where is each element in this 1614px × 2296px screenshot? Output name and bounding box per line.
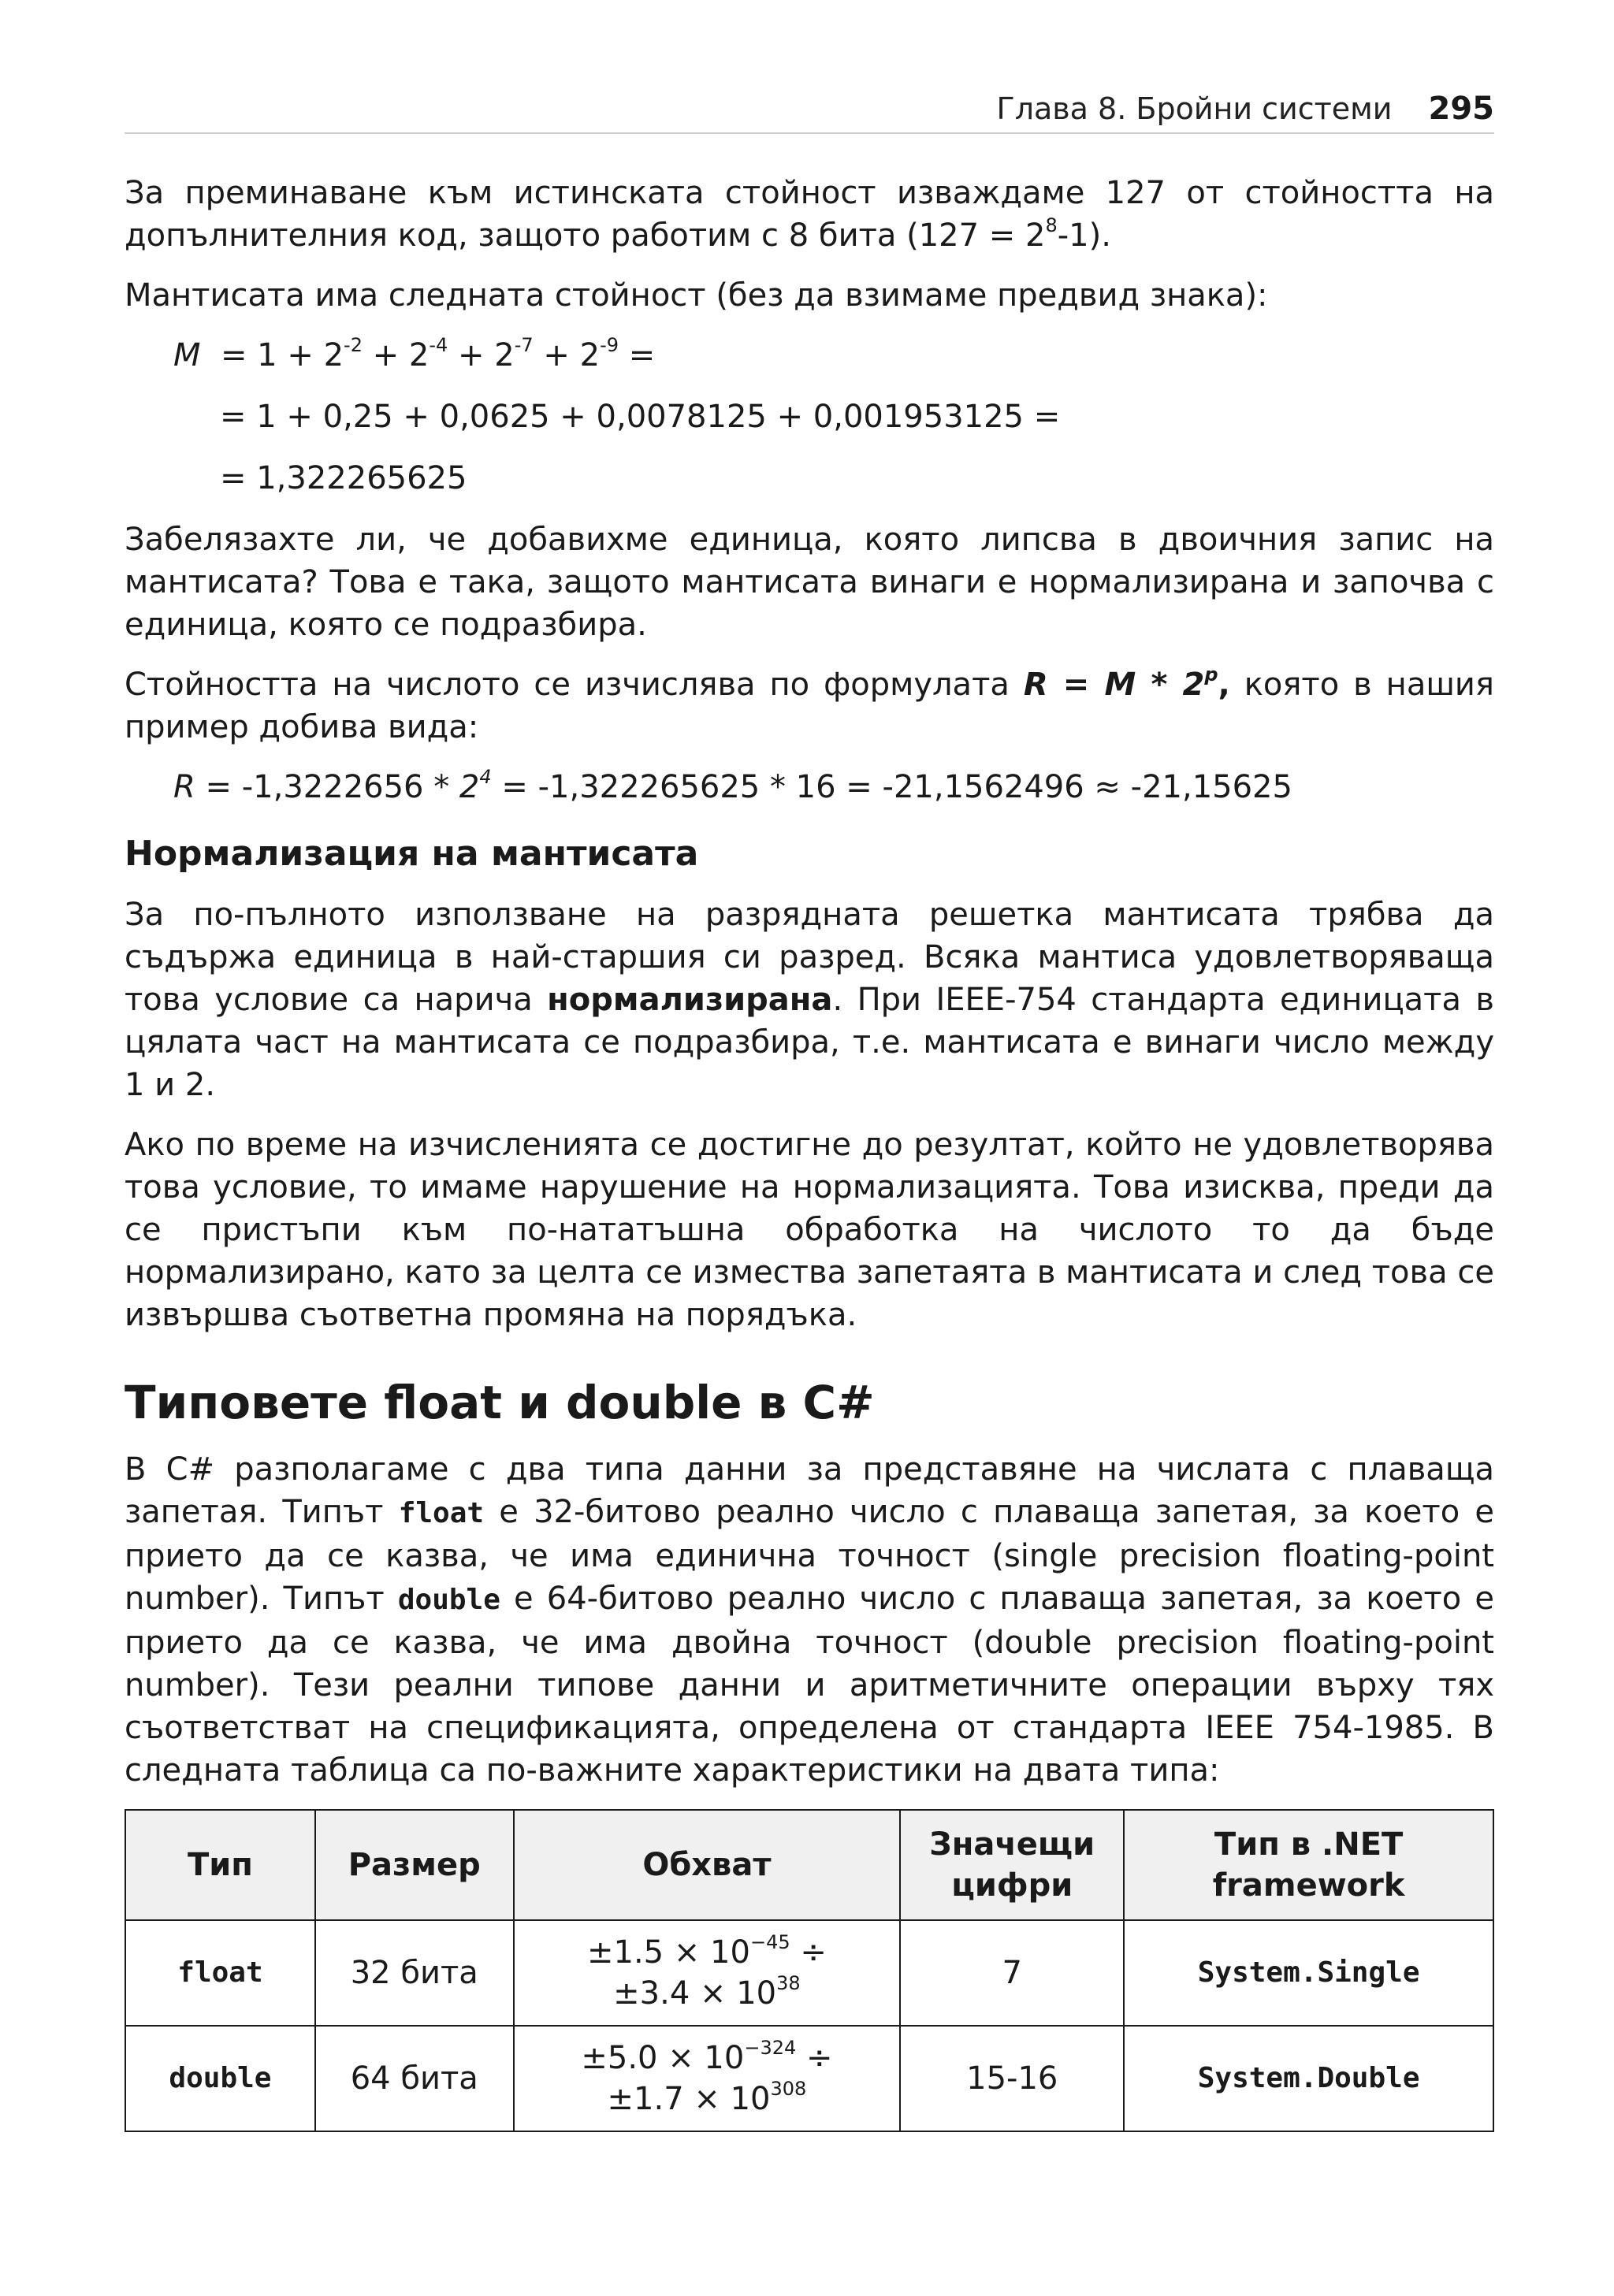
cell-net-type: System.Single (1124, 1920, 1493, 2026)
exponent: 4 (479, 765, 492, 788)
text: + 2 (448, 337, 515, 373)
text: = -1,3222656 * (195, 769, 459, 805)
text: + 2 (362, 337, 430, 373)
section-heading-normalization: Нормализация на мантисата (125, 834, 699, 874)
chapter-title: Глава 8. Бройни системи (996, 91, 1393, 126)
text: + 2 (533, 337, 601, 373)
exponent: 38 (776, 1971, 801, 1994)
paragraph-csharp-types (125, 1448, 1494, 1792)
header-type: Тип (125, 1810, 315, 1920)
text: ÷ (800, 1934, 827, 1971)
formula: R = M * 2 (1023, 667, 1205, 703)
exponent: 308 (770, 2077, 807, 2100)
paragraph-normalization (125, 894, 1494, 1106)
text: -1). (1057, 217, 1111, 254)
text: ±5.0 × 10 (581, 2040, 745, 2076)
text: 2 (459, 769, 480, 805)
text: В C# разполагаме с два типа данни за представяне на числата с плаваща запетая. Типът (125, 1451, 1494, 1530)
text: Стойността на числото се изчислява по формулата (125, 667, 1024, 703)
formula-exponent: p (1204, 663, 1218, 685)
paragraph-mantissa-intro: Мантисата има следната стойност (без да взимаме предвид знака): (125, 277, 1268, 314)
exponent: -9 (600, 333, 619, 356)
text: За преминаване към истинската стойност изваждаме 127 от стойността на допълнителния код, защото работим с 8 бита (127 = 2 (125, 175, 1494, 254)
page-body (125, 172, 1494, 2132)
text: която в нашия пример добива вида: (125, 667, 1494, 745)
text: ±1.7 × 10 (607, 2081, 771, 2117)
text: е 32-битово реално число с плаваща запетая, за което е прието да се казва, че има единична точност (single precision floating-point number). Типът (125, 1494, 1494, 1617)
running-header (125, 85, 1494, 134)
cell-size: 64 бита (315, 2026, 514, 2131)
exponent: -4 (429, 333, 448, 356)
text: ±3.4 × 10 (613, 1975, 777, 2012)
text: . При IEEE-754 стандарта единицата в цялата част на мантисата се подразбира, т.е. мантисата е винаги число между 1 и 2. (125, 982, 1494, 1103)
header-range: Обхват (514, 1810, 901, 1920)
cell-digits: 7 (900, 1920, 1124, 2026)
cell-size: 32 бита (315, 1920, 514, 2026)
equation-decimal-sum: = 1 + 0,25 + 0,0625 + 0,0078125 + 0,001953125 = (220, 399, 1061, 435)
code-double: double (397, 1584, 500, 1616)
text: ±1.5 × 10 (586, 1934, 750, 1971)
cell-net-type: System.Double (1124, 2026, 1493, 2131)
cell-type: double (125, 2026, 315, 2131)
equation-mantissa-sum (173, 334, 1494, 377)
cell-range (514, 1920, 901, 2026)
text: = -1,322265625 * 16 = -21,1562496 ≈ -21,15625 (491, 769, 1292, 805)
equation-result: = 1,322265625 (220, 460, 467, 496)
text: е 64-битово реално число с плаваща запетая, за което е прието да се казва, че има двойна точност (double precision floating-point number). Тези реални типове данни и аритметичните операции върху тях съответстват на спецификацията, определена от стандарта IEEE 754-1985. В следната таблица са по-важните характеристики на двата типа: (125, 1581, 1494, 1789)
table-row (125, 1920, 1493, 2026)
section-heading-float-double: Типовете float и double в C# (125, 1376, 875, 1429)
table-header-row (125, 1810, 1493, 1920)
cell-digits: 15-16 (900, 2026, 1124, 2131)
exponent: -7 (514, 333, 534, 356)
exponent: -2 (344, 333, 363, 356)
text: = (619, 337, 656, 373)
variable-m: M (173, 337, 201, 373)
paragraph-normalization-violation: Ако по време на изчисленията се достигне до резултат, който не удовлетворява това условие, то имаме нарушение на нормализацията. Това изисква, преди да се пристъпи към по-нататъшна обработка на числото то да бъде нормализирано, като за целта се измества запетаята в мантисата и след това се извършва съответна промяна на порядъка. (125, 1127, 1494, 1333)
table-row (125, 2026, 1493, 2131)
paragraph-true-value (125, 172, 1494, 257)
header-significant-digits: Значещи цифри (900, 1810, 1124, 1920)
variable-r: R (173, 769, 195, 805)
text: = 1 + 2 (220, 337, 344, 373)
page-number: 295 (1428, 91, 1494, 127)
bold-term: нормализирана (547, 982, 833, 1018)
paragraph-formula (125, 663, 1494, 749)
types-table (125, 1809, 1494, 2132)
exponent: −324 (744, 2036, 797, 2059)
code-float: float (398, 1497, 485, 1529)
paragraph-implied-one: Забелязахте ли, че добавихме единица, която липсва в двоичния запис на мантисата? Това е така, защото мантисата винаги е нормализирана и започва с единица, която се подразбира. (125, 522, 1494, 643)
cell-type: float (125, 1920, 315, 2026)
text: ÷ (805, 2040, 833, 2076)
superscript: 8 (1045, 214, 1058, 236)
equation-r-value (173, 766, 1494, 808)
text: , (1218, 667, 1230, 703)
header-net-type: Тип в .NET framework (1124, 1810, 1493, 1920)
header-size: Размер (315, 1810, 514, 1920)
exponent: −45 (749, 1930, 790, 1953)
text: За по-пълното използване на разрядната решетка мантисата трябва да съдържа единица в най-старшия си разред. Всяка мантиса удовлетворяваща това условие са нарича (125, 897, 1494, 1018)
cell-range (514, 2026, 901, 2131)
